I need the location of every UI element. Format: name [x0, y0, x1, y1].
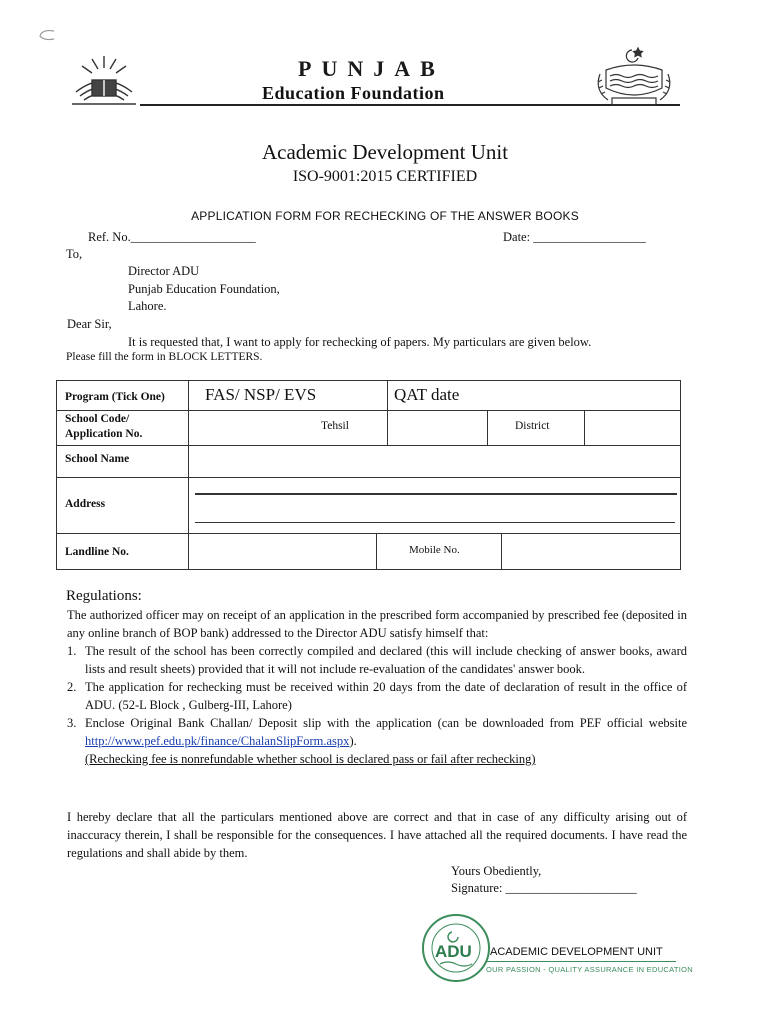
school-code-label-2: Application No.	[65, 428, 143, 440]
regulation-text-3a: Enclose Original Bank Challan/ Deposit slip with the application (can be downloaded from PEF official website	[85, 716, 687, 730]
signature-field[interactable]: Signature: _____________________	[451, 881, 637, 895]
regulation-text-1: The result of the school has been correctly compiled and declared (this will include checking of answer books, award lists and result sheets) provided that it will not include re-evaluation of the candidates' answer book.	[85, 644, 687, 676]
salutation: Dear Sir,	[67, 317, 112, 331]
closing: Yours Obediently,	[451, 864, 542, 878]
school-code-label-1: School Code/	[65, 413, 130, 425]
address-line-2: Punjab Education Foundation,	[128, 282, 280, 296]
regulations-intro: The authorized officer may on receipt of an application in the prescribed form accompanied by prescribed fee (deposited in any online branch of BOP bank) addressed to the Director ADU satisfy himself that:	[67, 608, 687, 640]
regulation-text-3	[85, 714, 687, 750]
adu-seal	[420, 912, 492, 984]
date-field[interactable]: Date: __________________	[503, 230, 646, 244]
program-options[interactable]: FAS/ NSP/ EVS	[205, 385, 317, 404]
footer-rule	[486, 961, 676, 962]
fee-note-a: (Rechecking fee is nonrefundable whether school is	[85, 752, 348, 766]
regulation-item-2	[67, 678, 687, 714]
regulation-text-2: The application for rechecking must be received within 20 days from the date of declaration of result in the office of ADU. (52-L Block , Gulberg-III, Lahore)	[85, 680, 687, 712]
mobile-label: Mobile No.	[409, 544, 460, 556]
declaration-text: I hereby declare that all the particulars mentioned above are correct and that in case of any difficulty arising out of inaccuracy therein, I shall be responsible for the consequences. I have attached all the required documents. I have read the regulations and shall abide by them.	[67, 810, 687, 860]
regulation-text-3b: ).	[349, 734, 357, 748]
landline-label: Landline No.	[65, 546, 129, 558]
footer-tagline: OUR PASSION - QUALITY ASSURANCE IN EDUCATION	[486, 965, 693, 974]
address-line-3: Lahore.	[128, 299, 167, 313]
regulation-num-3: 3.	[67, 716, 77, 730]
seal-text: ADU	[435, 942, 472, 961]
challan-form-link[interactable]: http://www.pef.edu.pk/finance/ChalanSlipForm.aspx	[85, 734, 350, 748]
scan-mark-icon	[36, 28, 58, 42]
regulations-list	[67, 642, 687, 768]
regulation-item-1	[67, 642, 687, 678]
request-text: It is requested that, I want to apply for rechecking of papers. My particulars are given below.	[128, 335, 592, 349]
instruction-text: Please fill the form in BLOCK LETTERS.	[66, 351, 263, 363]
org-name: PUNJAB	[298, 56, 445, 81]
program-label: Program (Tick One)	[65, 391, 165, 403]
regulation-num-2: 2.	[67, 680, 77, 694]
form-heading: APPLICATION FORM FOR RECHECKING OF THE ANSWER BOOKS	[191, 209, 579, 223]
document-title: Academic Development Unit	[261, 140, 509, 164]
regulation-num-1: 1.	[67, 644, 77, 658]
footer-unit: ACADEMIC DEVELOPMENT UNIT	[490, 946, 663, 958]
fee-note	[85, 750, 687, 768]
pef-left-logo	[68, 52, 140, 108]
regulation-item-3	[67, 714, 687, 768]
certification: ISO-9001:2015 CERTIFIED	[292, 168, 478, 185]
address-line-1: Director ADU	[128, 264, 200, 278]
district-label: District	[515, 420, 550, 432]
punjab-government-emblem	[592, 44, 676, 108]
particulars-table	[56, 380, 681, 570]
org-subname: Education Foundation	[262, 83, 445, 103]
fee-note-b: declared pass or fail after rechecking)	[347, 752, 536, 766]
ref-no-field[interactable]: Ref. No.____________________	[88, 230, 256, 244]
address-label: Address	[65, 498, 106, 510]
regulations-heading: Regulations:	[66, 588, 142, 604]
qat-date-field[interactable]: QAT date	[394, 385, 460, 404]
school-name-label: School Name	[65, 453, 130, 465]
to-line: To,	[66, 247, 83, 261]
tehsil-label: Tehsil	[321, 420, 349, 432]
